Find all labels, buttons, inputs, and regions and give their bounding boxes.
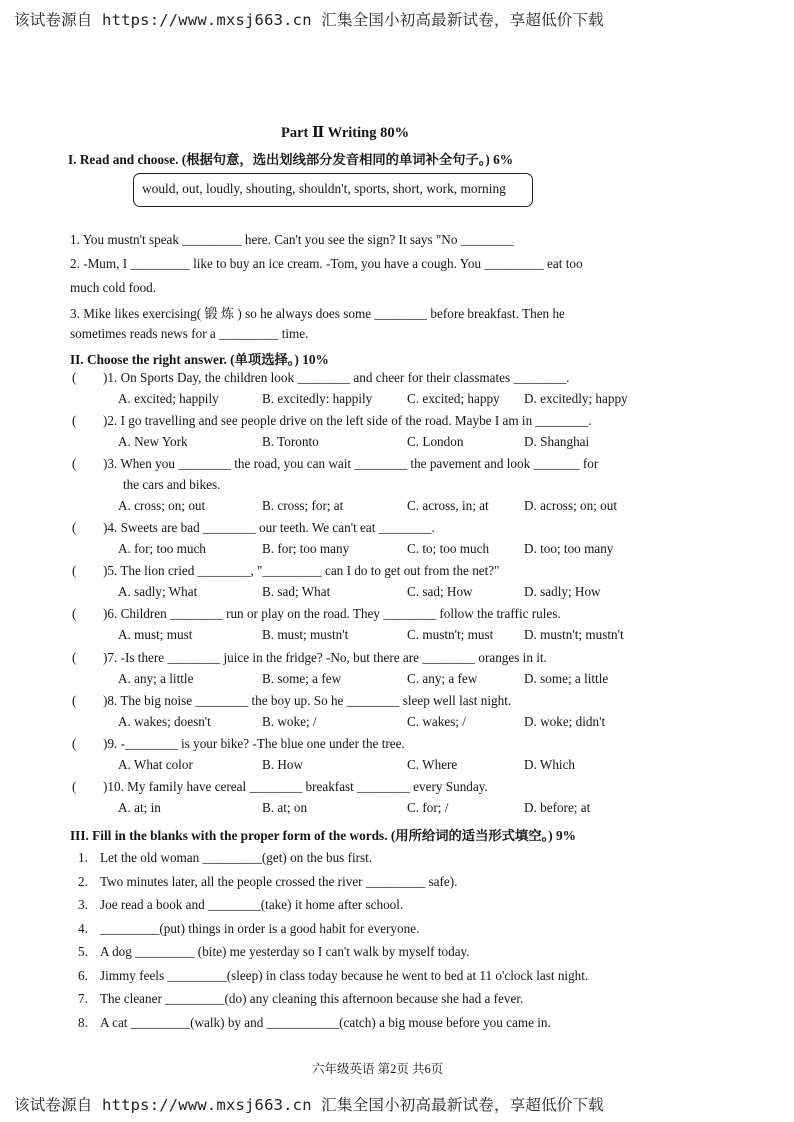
mcq-question: )10. My family have cereal ________ breakfast ________ every Sunday.: [103, 779, 488, 794]
mcq-option: D. before; at: [524, 800, 591, 815]
mcq-option: B. cross; for; at: [262, 498, 344, 513]
section-3-title: III. Fill in the blanks with the proper form of the words. (用所给词的适当形式填空。) 9%: [70, 828, 576, 843]
fill-number: 3.: [78, 897, 88, 912]
mcq-option: C. excited; happy: [407, 391, 500, 406]
mcq-option: C. across, in; at: [407, 498, 489, 513]
mcq-question: )9. -________ is your bike? -The blue one under the tree.: [103, 736, 405, 751]
section-1-title: I. Read and choose. (根据句意，选出划线部分发音相同的单词补全句子。) 6%: [68, 152, 514, 167]
fill-number: 4.: [78, 921, 88, 936]
s1-q2: 2. -Mum, I _________ like to buy an ice cream. -Tom, you have a cough. You _________ eat too: [70, 256, 583, 271]
fill-number: 8.: [78, 1015, 88, 1030]
mcq-option: B. some; a few: [262, 671, 342, 686]
answer-paren: (: [72, 779, 77, 794]
mcq-option: B. must; mustn't: [262, 627, 349, 642]
answer-paren: (: [72, 693, 77, 708]
mcq-option: A. What color: [118, 757, 193, 772]
mcq-option: A. must; must: [118, 627, 193, 642]
fill-number: 7.: [78, 991, 88, 1006]
mcq-option: D. excitedly; happy: [524, 391, 628, 406]
answer-paren: (: [72, 606, 77, 621]
mcq-option: D. mustn't; mustn't: [524, 627, 624, 642]
mcq-option: C. wakes; /: [407, 714, 466, 729]
mcq-option: C. to; too much: [407, 541, 490, 556]
mcq-option: B. woke; /: [262, 714, 317, 729]
mcq-option: D. too; too many: [524, 541, 614, 556]
mcq-option: A. New York: [118, 434, 188, 449]
answer-paren: (: [72, 456, 77, 471]
source-banner-bottom: 该试卷源自 https://www.mxsj663.cn 汇集全国小初高最新试卷，享超低价下载: [14, 1096, 604, 1114]
source-banner-top: 该试卷源自 https://www.mxsj663.cn 汇集全国小初高最新试卷，享超低价下载: [14, 11, 604, 29]
mcq-option: A. for; too much: [118, 541, 206, 556]
page-footer: 六年级英语 第2页 共6页: [312, 1062, 444, 1076]
fill-sentence: Joe read a book and ________(take) it home after school.: [100, 897, 404, 912]
mcq-option: A. wakes; doesn't: [118, 714, 211, 729]
part-title: Part Ⅱ Writing 80%: [281, 125, 410, 141]
mcq-option: C. Where: [407, 757, 458, 772]
mcq-option: B. How: [262, 757, 304, 772]
word-box-text: would, out, loudly, shouting, shouldn't, sports, short, work, morning: [142, 181, 506, 196]
fill-sentence: Two minutes later, all the people crossed the river _________ safe).: [100, 874, 458, 889]
section-2-title: II. Choose the right answer. (单项选择。) 10%: [70, 352, 329, 367]
mcq-option: D. some; a little: [524, 671, 609, 686]
s1-q3: 3. Mike likes exercising( 锻 炼 ) so he always does some ________ before breakfast. Then he: [70, 306, 565, 321]
mcq-question-cont: the cars and bikes.: [123, 477, 221, 492]
mcq-question: )8. The big noise ________ the boy up. So he ________ sleep well last night.: [103, 693, 512, 708]
mcq-option: D. Which: [524, 757, 576, 772]
s1-q3-cont: sometimes reads news for a _________ time.: [70, 326, 309, 341]
fill-number: 1.: [78, 850, 88, 865]
mcq-question: )1. On Sports Day, the children look ________ and cheer for their classmates ________.: [103, 370, 570, 385]
fill-number: 2.: [78, 874, 88, 889]
answer-paren: (: [72, 563, 77, 578]
fill-sentence: The cleaner _________(do) any cleaning this afternoon because she had a fever.: [100, 991, 524, 1006]
mcq-question: )7. -Is there ________ juice in the fridge? -No, but there are ________ oranges in it.: [103, 650, 547, 665]
mcq-option: A. any; a little: [118, 671, 194, 686]
mcq-option: A. excited; happily: [118, 391, 219, 406]
mcq-option: C. for; /: [407, 800, 449, 815]
answer-paren: (: [72, 650, 77, 665]
mcq-question: )4. Sweets are bad ________ our teeth. We can't eat ________.: [103, 520, 435, 535]
word-box: [133, 173, 533, 207]
mcq-question: )3. When you ________ the road, you can wait ________ the pavement and look _______ for: [103, 456, 599, 471]
mcq-option: A. at; in: [118, 800, 161, 815]
fill-sentence: _________(put) things in order is a good habit for everyone.: [100, 921, 420, 936]
mcq-option: C. sad; How: [407, 584, 473, 599]
fill-number: 6.: [78, 968, 88, 983]
fill-sentence: Jimmy feels _________(sleep) in class today because he went to bed at 11 o'clock last night.: [100, 968, 589, 983]
s1-q2-cont: much cold food.: [70, 280, 157, 295]
mcq-option: B. sad; What: [262, 584, 331, 599]
answer-paren: (: [72, 736, 77, 751]
fill-sentence: Let the old woman _________(get) on the bus first.: [100, 850, 373, 865]
mcq-option: D. across; on; out: [524, 498, 618, 513]
mcq-option: B. Toronto: [262, 434, 319, 449]
mcq-option: B. at; on: [262, 800, 308, 815]
answer-paren: (: [72, 370, 77, 385]
mcq-option: D. woke; didn't: [524, 714, 606, 729]
mcq-option: C. mustn't; must: [407, 627, 494, 642]
answer-paren: (: [72, 413, 77, 428]
mcq-option: C. London: [407, 434, 464, 449]
fill-sentence: A dog _________ (bite) me yesterday so I can't walk by myself today.: [100, 944, 470, 959]
fill-number: 5.: [78, 944, 88, 959]
fill-sentence: A cat _________(walk) by and ___________(catch) a big mouse before you came in.: [100, 1015, 551, 1030]
mcq-option: C. any; a few: [407, 671, 478, 686]
mcq-question: )2. I go travelling and see people drive on the left side of the road. Maybe I am in ________.: [103, 413, 592, 428]
mcq-option: A. sadly; What: [118, 584, 198, 599]
mcq-question: )5. The lion cried ________, "_________ can I do to get out from the net?": [103, 563, 500, 578]
answer-paren: (: [72, 520, 77, 535]
mcq-question: )6. Children ________ run or play on the road. They ________ follow the traffic rules.: [103, 606, 561, 621]
mcq-option: D. Shanghai: [524, 434, 590, 449]
mcq-option: D. sadly; How: [524, 584, 601, 599]
mcq-option: B. for; too many: [262, 541, 350, 556]
mcq-option: A. cross; on; out: [118, 498, 206, 513]
s1-q1: 1. You mustn't speak _________ here. Can't you see the sign? It says "No ________: [70, 232, 514, 247]
mcq-option: B. excitedly: happily: [262, 391, 373, 406]
